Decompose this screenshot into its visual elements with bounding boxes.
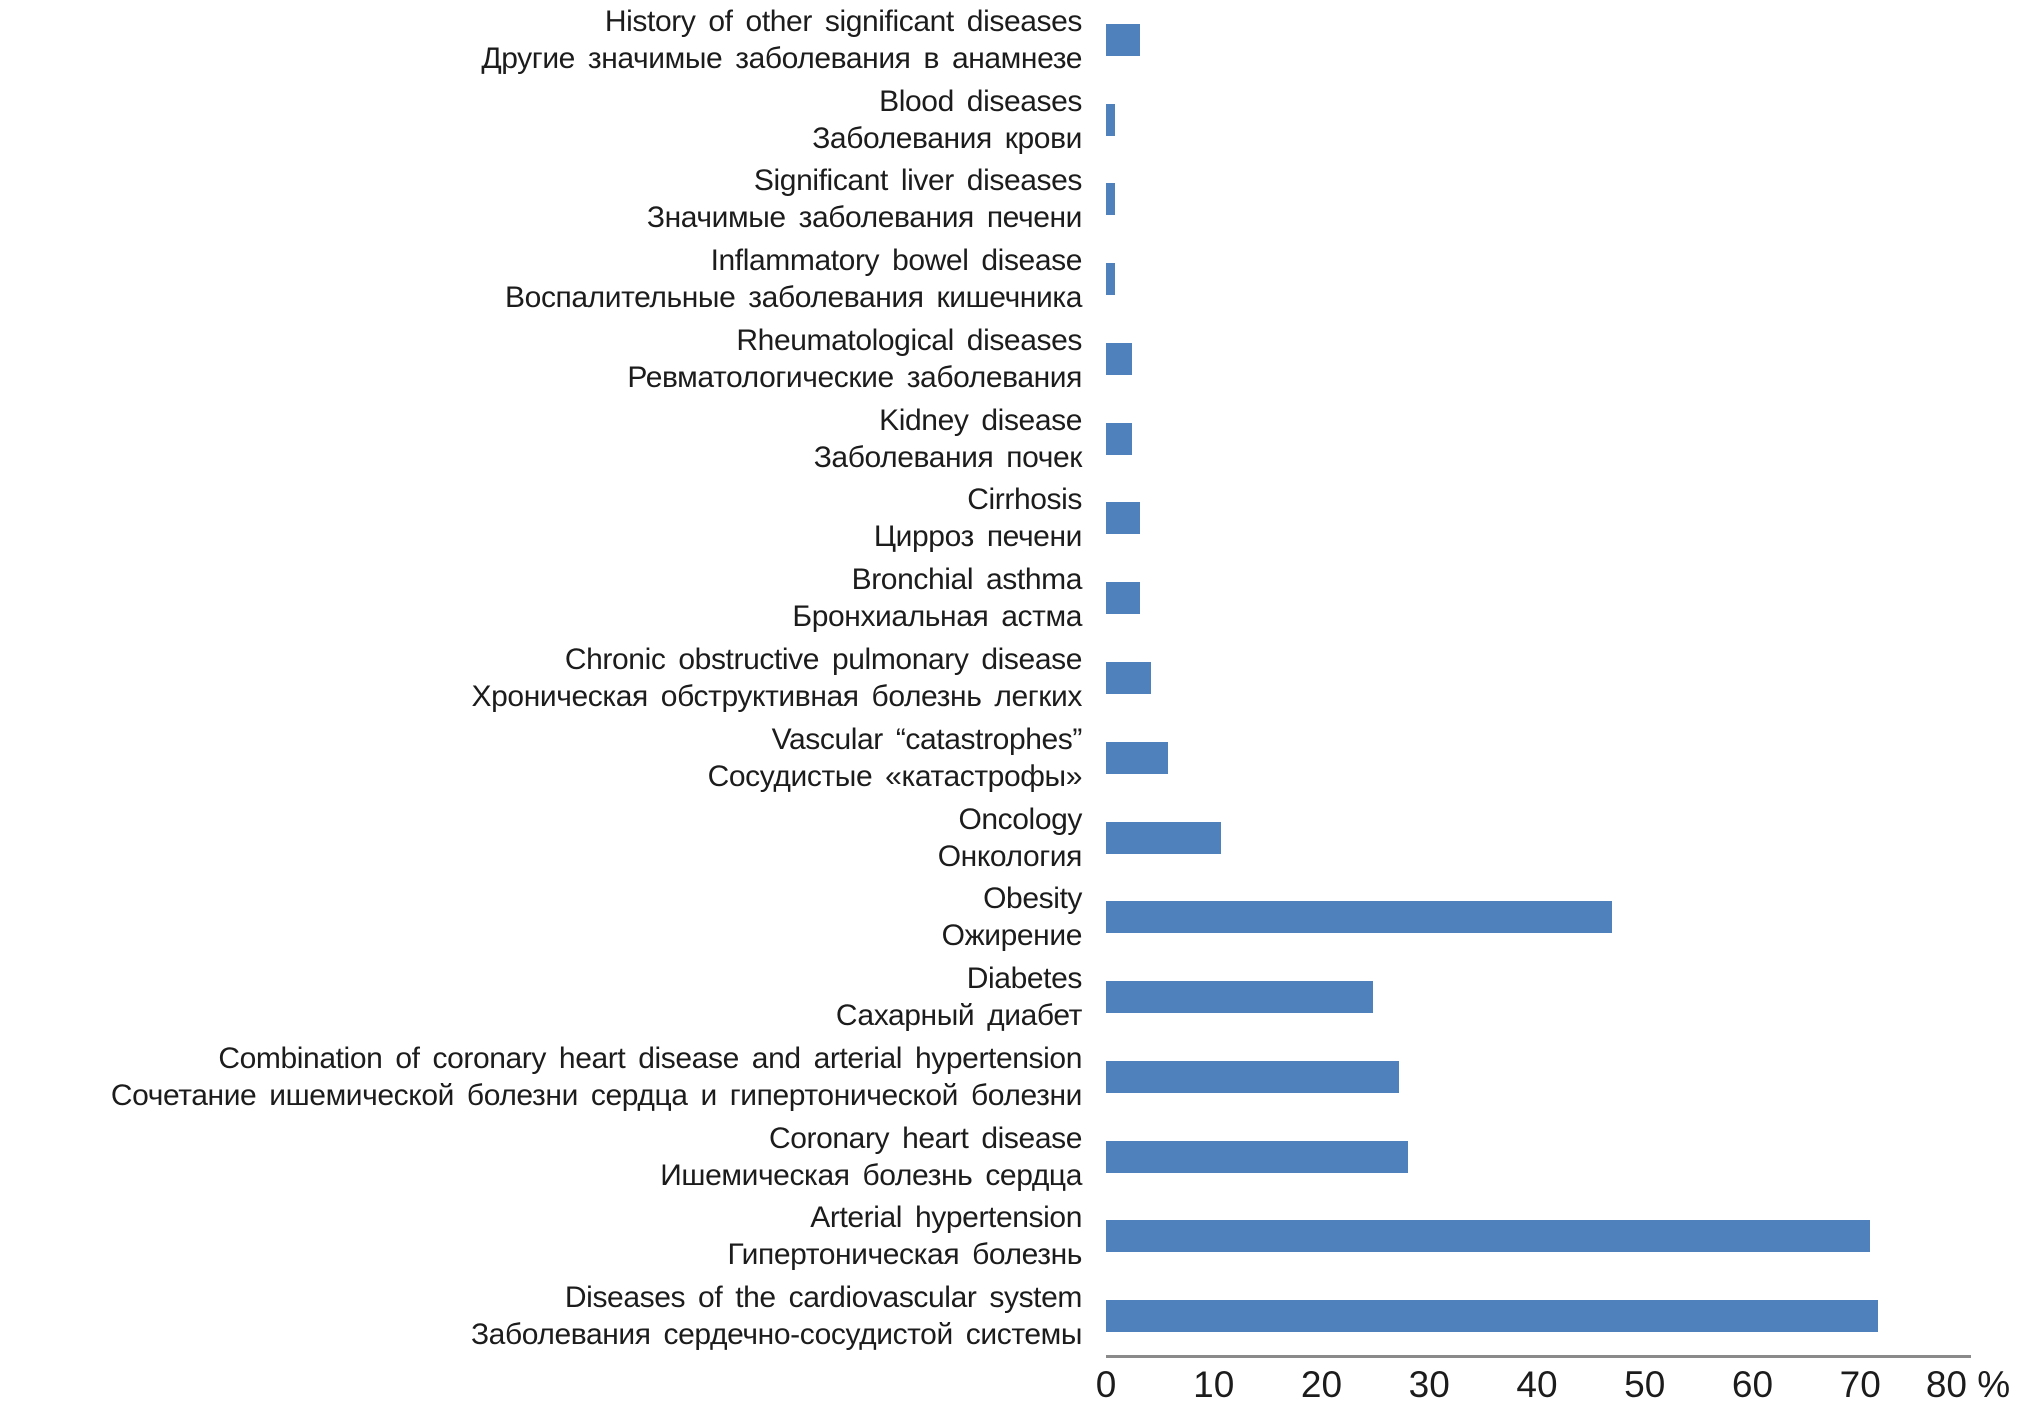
bar-track bbox=[1106, 239, 2022, 319]
category-label bbox=[0, 638, 1106, 718]
category-label-en: Arterial hypertension bbox=[810, 1201, 1082, 1235]
category-row bbox=[0, 160, 2022, 240]
category-label bbox=[0, 0, 1106, 80]
x-tick-label: 20 bbox=[1300, 1364, 1343, 1405]
category-label bbox=[0, 319, 1106, 399]
bar-track bbox=[1106, 80, 2022, 160]
bar bbox=[1106, 343, 1132, 375]
category-label-en: Inflammatory bowel disease bbox=[710, 244, 1082, 278]
category-row bbox=[0, 0, 2022, 80]
category-row bbox=[0, 399, 2022, 479]
bar-track bbox=[1106, 319, 2022, 399]
x-tick-label: 80 % bbox=[1925, 1364, 2011, 1405]
x-axis-tick-labels bbox=[1095, 1362, 2011, 1415]
category-row bbox=[0, 1037, 2022, 1117]
category-label-en: Diseases of the cardiovascular system bbox=[564, 1281, 1082, 1315]
category-label-ru: Онкология bbox=[937, 839, 1082, 873]
bar bbox=[1106, 1220, 1870, 1252]
category-label bbox=[0, 1117, 1106, 1197]
x-tick-label: 40 bbox=[1516, 1364, 1558, 1405]
category-label-en: Combination of coronary heart disease and arterial hypertension bbox=[218, 1041, 1082, 1075]
category-label bbox=[0, 558, 1106, 638]
bar-track bbox=[1106, 1117, 2022, 1197]
category-label bbox=[0, 1037, 1106, 1117]
category-label-en: Coronary heart disease bbox=[768, 1121, 1082, 1155]
category-label-ru: Заболевания крови bbox=[812, 121, 1082, 155]
category-label bbox=[0, 1276, 1106, 1356]
category-row bbox=[0, 877, 2022, 957]
category-label-ru: Заболевания сердечно-сосудистой системы bbox=[470, 1318, 1082, 1352]
category-label-ru: Бронхиальная астма bbox=[792, 600, 1082, 634]
category-label-ru: Цирроз печени bbox=[873, 520, 1082, 554]
x-tick-label: 30 bbox=[1408, 1364, 1450, 1405]
category-label-en: Bronchial asthma bbox=[851, 563, 1082, 597]
category-label-en: Obesity bbox=[983, 882, 1082, 916]
category-row bbox=[0, 957, 2022, 1037]
category-label-ru: Заболевания почек bbox=[813, 440, 1082, 474]
bar bbox=[1106, 582, 1140, 614]
category-label bbox=[0, 718, 1106, 798]
bar bbox=[1106, 423, 1132, 455]
bar-track bbox=[1106, 957, 2022, 1037]
category-label bbox=[0, 160, 1106, 240]
category-label-ru: Гипертоническая болезнь bbox=[727, 1238, 1082, 1272]
bar bbox=[1106, 502, 1140, 534]
category-row bbox=[0, 718, 2022, 798]
category-label bbox=[0, 877, 1106, 957]
category-row bbox=[0, 80, 2022, 160]
bar bbox=[1106, 662, 1151, 694]
bar-track bbox=[1106, 160, 2022, 240]
category-label bbox=[0, 239, 1106, 319]
category-label-ru: Ишемическая болезнь сердца bbox=[660, 1158, 1082, 1192]
category-label bbox=[0, 80, 1106, 160]
category-row bbox=[0, 1196, 2022, 1276]
category-label-en: Vascular “catastrophes” bbox=[771, 722, 1082, 756]
bar-track bbox=[1106, 399, 2022, 479]
category-row bbox=[0, 798, 2022, 878]
category-label-ru: Ревматологические заболевания bbox=[627, 360, 1082, 394]
bar-track bbox=[1106, 638, 2022, 718]
category-row bbox=[0, 1276, 2022, 1356]
category-label-en: Oncology bbox=[958, 802, 1082, 836]
category-label bbox=[0, 1196, 1106, 1276]
bar-track bbox=[1106, 1276, 2022, 1356]
category-label bbox=[0, 798, 1106, 878]
category-label-ru: Ожирение bbox=[941, 919, 1082, 953]
category-label-ru: Сахарный диабет bbox=[835, 999, 1082, 1033]
x-tick-label: 10 bbox=[1193, 1364, 1235, 1405]
x-tick-label: 0 bbox=[1095, 1364, 1117, 1405]
category-row bbox=[0, 638, 2022, 718]
category-label bbox=[0, 957, 1106, 1037]
category-label-en: Chronic obstructive pulmonary disease bbox=[564, 643, 1082, 676]
category-label-en: Blood diseases bbox=[879, 84, 1082, 118]
bar bbox=[1106, 901, 1612, 933]
bar-track bbox=[1106, 479, 2022, 559]
category-label-ru: Сосудистые «катастрофы» bbox=[707, 759, 1082, 793]
bar bbox=[1106, 1300, 1878, 1332]
x-tick-label: 70 bbox=[1839, 1364, 1881, 1405]
category-label bbox=[0, 479, 1106, 559]
x-axis-line bbox=[1106, 1355, 1971, 1358]
bar bbox=[1106, 263, 1115, 295]
category-label-en: Rheumatological diseases bbox=[736, 323, 1082, 357]
category-label-ru: Хроническая обструктивная болезнь легких bbox=[471, 680, 1082, 713]
x-tick-label: 50 bbox=[1624, 1364, 1666, 1405]
category-row bbox=[0, 479, 2022, 559]
bar bbox=[1106, 822, 1221, 854]
category-label-en: Kidney disease bbox=[879, 403, 1082, 437]
category-row bbox=[0, 1117, 2022, 1197]
bar-track bbox=[1106, 0, 2022, 80]
bar bbox=[1106, 1141, 1408, 1173]
category-label-en: Significant liver diseases bbox=[753, 164, 1082, 198]
category-label-en: History of other significant diseases bbox=[604, 4, 1082, 38]
category-label-ru: Сочетание ишемической болезни сердца и гипертонической болезни bbox=[110, 1078, 1082, 1112]
bar bbox=[1106, 742, 1168, 774]
category-label-en: Cirrhosis bbox=[967, 483, 1082, 517]
x-tick-label: 60 bbox=[1731, 1364, 1774, 1405]
bar-track bbox=[1106, 1196, 2022, 1276]
category-row bbox=[0, 319, 2022, 399]
category-row bbox=[0, 558, 2022, 638]
bar bbox=[1106, 24, 1140, 56]
bar-track bbox=[1106, 558, 2022, 638]
bar-track bbox=[1106, 718, 2022, 798]
bar bbox=[1106, 183, 1115, 215]
bar-track bbox=[1106, 798, 2022, 878]
category-label-en: Diabetes bbox=[966, 962, 1082, 996]
bar bbox=[1106, 981, 1373, 1013]
category-row bbox=[0, 239, 2022, 319]
bar-track bbox=[1106, 877, 2022, 957]
category-label-ru: Воспалительные заболевания кишечника bbox=[505, 281, 1082, 315]
category-label bbox=[0, 399, 1106, 479]
category-label-ru: Другие значимые заболевания в анамнезе bbox=[481, 41, 1082, 75]
category-label-ru: Значимые заболевания печени bbox=[646, 201, 1082, 235]
bar bbox=[1106, 1061, 1399, 1093]
bar-track bbox=[1106, 1037, 2022, 1117]
bar bbox=[1106, 104, 1115, 136]
